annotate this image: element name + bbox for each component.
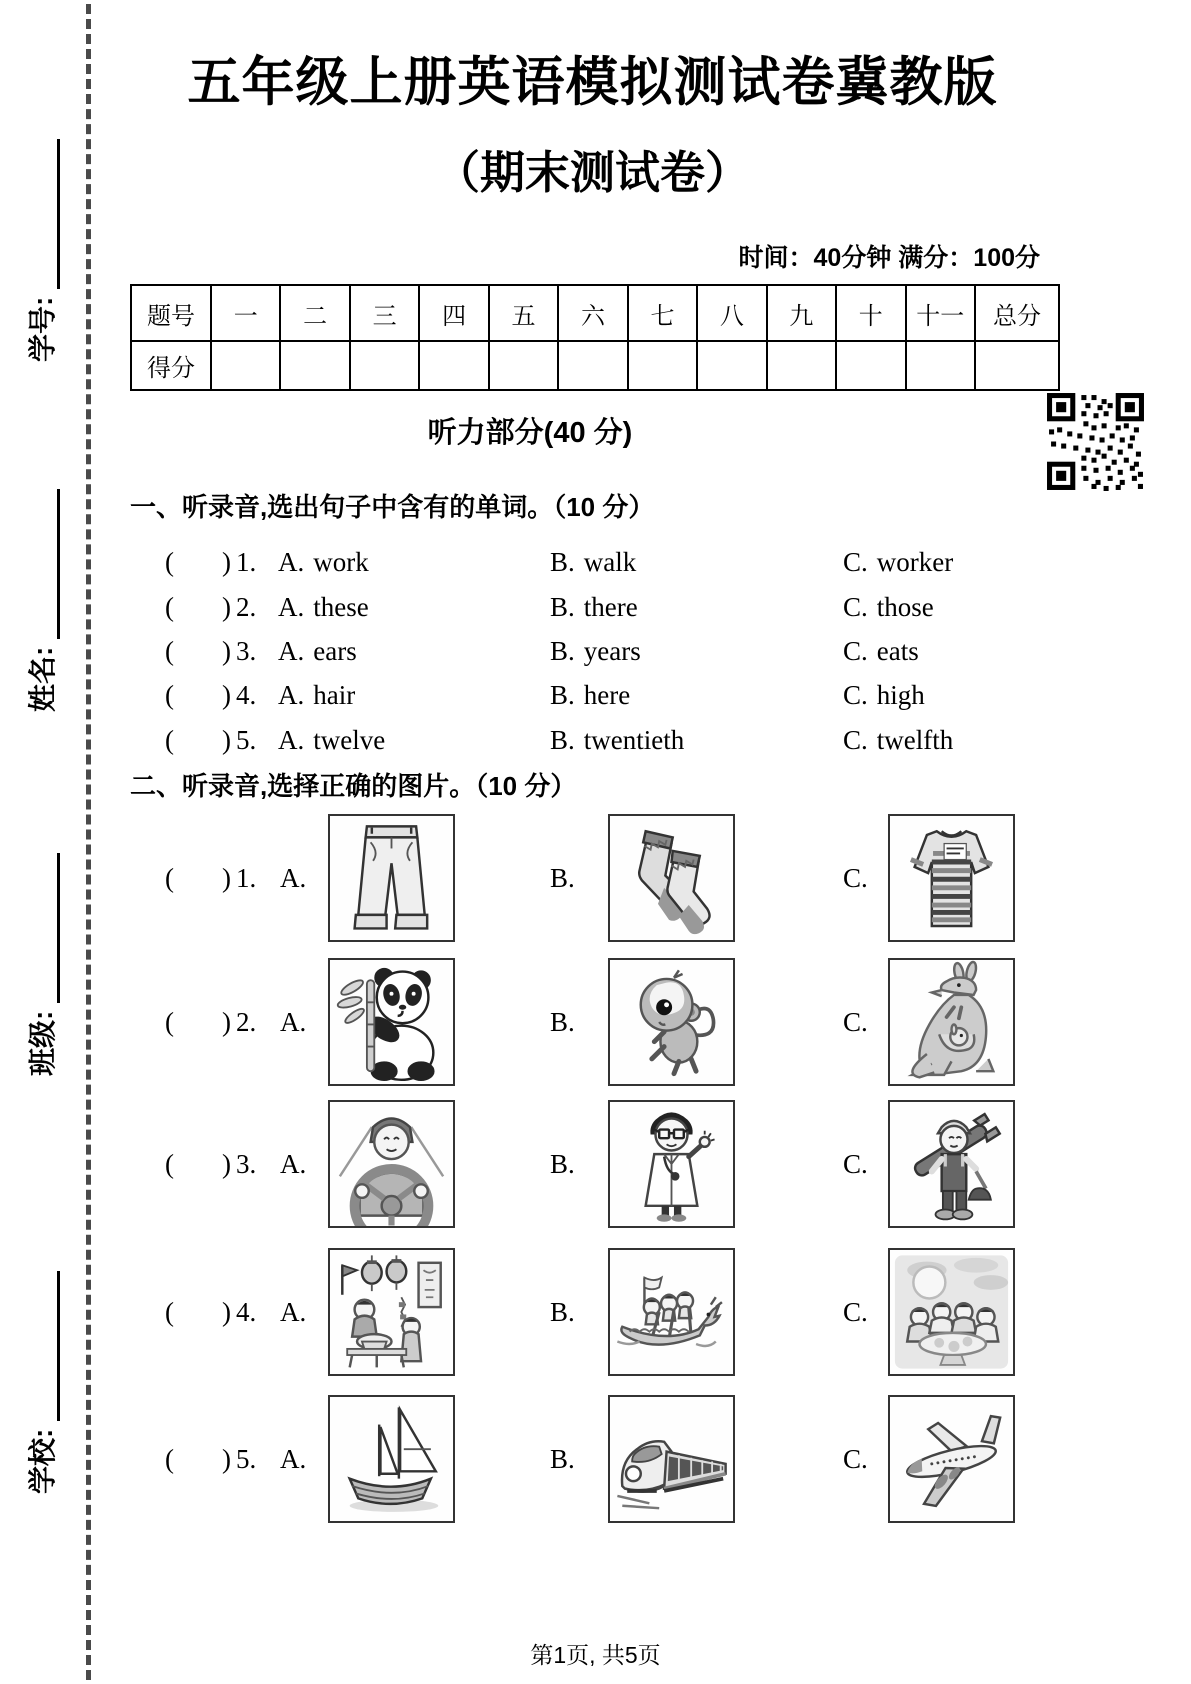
option-c	[843, 672, 925, 718]
option-a	[278, 628, 357, 674]
score-header-cell: 六	[558, 285, 627, 341]
option-label-a: A.	[280, 1149, 307, 1179]
option-c	[843, 584, 934, 630]
option-label: B.	[550, 636, 575, 666]
option-label: C.	[843, 680, 868, 710]
student-name-blank-line	[26, 489, 60, 639]
option-image-box	[888, 958, 1015, 1086]
option-a	[278, 717, 385, 763]
dragon-boat-image	[610, 1250, 733, 1374]
score-header-cell: 九	[767, 285, 836, 341]
sweater-image	[890, 816, 1013, 940]
student-name-label: 姓名:	[27, 646, 58, 712]
score-cell	[767, 341, 836, 390]
option-label-b: B.	[550, 863, 575, 893]
bracket-open: (	[165, 592, 174, 622]
option-label-b: B.	[550, 1007, 575, 1037]
option-label-b: B.	[550, 1444, 575, 1474]
option-label-c: C.	[843, 863, 868, 893]
question-number: 2.	[236, 1007, 257, 1037]
bracket-close: )	[222, 1444, 231, 1474]
bracket-open: (	[165, 680, 174, 710]
student-id-label: 学号:	[27, 296, 58, 362]
option-a	[278, 672, 355, 718]
bracket-open: (	[165, 636, 174, 666]
score-header-cell: 十	[836, 285, 905, 341]
option-text: there	[583, 592, 638, 622]
score-header-cell: 一	[211, 285, 280, 341]
option-image-box	[888, 1395, 1015, 1523]
bracket-open: (	[165, 725, 174, 755]
class-field	[26, 832, 60, 1076]
option-text: twentieth	[583, 725, 685, 755]
part1-question-2	[130, 584, 1060, 630]
part2-question-1	[130, 814, 1060, 944]
option-image-box	[608, 814, 735, 942]
student-id-field	[26, 124, 60, 362]
school-label: 学校:	[27, 1428, 58, 1494]
question-number: 3.	[236, 636, 257, 666]
score-row-label: 得分	[131, 341, 211, 390]
doctor-image	[610, 1102, 733, 1226]
score-header-cell: 七	[628, 285, 697, 341]
option-image-box	[608, 958, 735, 1086]
option-label-c: C.	[843, 1297, 868, 1327]
score-cell	[211, 341, 280, 390]
option-text: ears	[313, 636, 357, 666]
option-b	[550, 539, 636, 585]
bracket-open: (	[165, 863, 174, 893]
question-number: 4.	[236, 680, 257, 710]
option-label: C.	[843, 592, 868, 622]
part1-question-4	[130, 672, 1060, 718]
question-number: 4.	[236, 1297, 257, 1327]
option-label-b: B.	[550, 1297, 575, 1327]
score-header-cell: 十一	[906, 285, 975, 341]
spring-festival-image	[330, 1250, 453, 1374]
bracket-close: )	[222, 592, 231, 622]
option-image-box	[608, 1100, 735, 1228]
option-b	[550, 584, 638, 630]
driver-image	[330, 1102, 453, 1226]
page-title: 五年级上册英语模拟测试卷冀教版	[187, 53, 998, 112]
pants-image	[330, 816, 453, 940]
bracket-close: )	[222, 547, 231, 577]
bracket-open: (	[165, 1297, 174, 1327]
score-cell	[419, 341, 488, 390]
option-text: worker	[876, 547, 954, 577]
page-subtitle: （期末测试卷）	[434, 147, 750, 198]
score-cell	[628, 341, 697, 390]
option-image-box	[888, 1100, 1015, 1228]
score-header-cell: 题号	[131, 285, 211, 341]
option-label-c: C.	[843, 1149, 868, 1179]
bracket-close: )	[222, 1297, 231, 1327]
option-label: A.	[278, 636, 305, 666]
option-text: here	[583, 680, 631, 710]
class-label: 班级:	[27, 1010, 58, 1076]
mid-autumn-image	[890, 1250, 1013, 1374]
option-image-box	[328, 1395, 455, 1523]
option-label-c: C.	[843, 1007, 868, 1037]
option-image-box	[888, 1248, 1015, 1376]
part1-question-5	[130, 717, 1060, 763]
bracket-open: (	[165, 1007, 174, 1037]
seal-dashed-line	[86, 4, 91, 1680]
score-cell	[697, 341, 766, 390]
option-image-box	[328, 814, 455, 942]
question-number: 2.	[236, 592, 257, 622]
question-number: 1.	[236, 863, 257, 893]
option-image-box	[608, 1395, 735, 1523]
score-cell	[558, 341, 627, 390]
option-c	[843, 539, 953, 585]
option-text: twelfth	[876, 725, 954, 755]
part2-question-2	[130, 958, 1060, 1088]
option-label: C.	[843, 725, 868, 755]
option-b	[550, 628, 641, 674]
option-text: these	[313, 592, 369, 622]
option-label: B.	[550, 680, 575, 710]
score-header-cell: 二	[280, 285, 349, 341]
socks-image	[610, 816, 733, 940]
bracket-close: )	[222, 1149, 231, 1179]
option-c	[843, 628, 919, 674]
option-image-box	[328, 1248, 455, 1376]
bracket-open: (	[165, 547, 174, 577]
sailboat-image	[330, 1397, 453, 1521]
option-image-box	[328, 958, 455, 1086]
option-text: years	[583, 636, 641, 666]
option-a	[278, 584, 369, 630]
bracket-close: )	[222, 725, 231, 755]
kangaroo-image	[890, 960, 1013, 1084]
option-text: walk	[583, 547, 637, 577]
score-header-cell: 八	[697, 285, 766, 341]
option-label: A.	[278, 725, 305, 755]
score-header-cell: 总分	[975, 285, 1059, 341]
train-image	[610, 1397, 733, 1521]
bracket-close: )	[222, 680, 231, 710]
plumber-image	[890, 1102, 1013, 1226]
option-label-a: A.	[280, 1007, 307, 1037]
option-image-box	[608, 1248, 735, 1376]
option-b	[550, 672, 630, 718]
option-label: C.	[843, 636, 868, 666]
question-number: 5.	[236, 725, 257, 755]
page-number: 第1页, 共5页	[530, 1642, 661, 1668]
panda-image	[330, 960, 453, 1084]
part1-question-1	[130, 539, 1060, 585]
option-label: B.	[550, 725, 575, 755]
option-a	[278, 539, 369, 585]
option-text: twelve	[313, 725, 386, 755]
monkey-image	[610, 960, 733, 1084]
option-text: eats	[876, 636, 919, 666]
option-label: A.	[278, 680, 305, 710]
score-cell	[489, 341, 558, 390]
option-label: C.	[843, 547, 868, 577]
option-image-box	[888, 814, 1015, 942]
option-label-c: C.	[843, 1444, 868, 1474]
bracket-open: (	[165, 1444, 174, 1474]
option-label: B.	[550, 592, 575, 622]
part2-heading: 二、听录音,选择正确的图片。（10 分）	[130, 771, 577, 801]
question-number: 3.	[236, 1149, 257, 1179]
airplane-image	[890, 1397, 1013, 1521]
score-table	[130, 284, 1060, 391]
score-header-cell: 五	[489, 285, 558, 341]
option-label-a: A.	[280, 1297, 307, 1327]
student-id-blank-line	[26, 139, 60, 289]
option-label: A.	[278, 547, 305, 577]
option-b	[550, 717, 684, 763]
bracket-close: )	[222, 636, 231, 666]
part1-heading: 一、听录音,选出句子中含有的单词。（10 分）	[130, 492, 655, 522]
option-label-b: B.	[550, 1149, 575, 1179]
question-number: 1.	[236, 547, 257, 577]
score-header-cell: 三	[350, 285, 419, 341]
option-text: those	[876, 592, 934, 622]
option-text: high	[876, 680, 925, 710]
score-cell	[350, 341, 419, 390]
school-blank-line	[26, 1271, 60, 1421]
bracket-close: )	[222, 1007, 231, 1037]
part2-question-3	[130, 1100, 1060, 1230]
listening-section-title: 听力部分(40 分)	[427, 417, 633, 449]
bracket-open: (	[165, 1149, 174, 1179]
option-c	[843, 717, 953, 763]
option-label: B.	[550, 547, 575, 577]
student-name-field	[26, 474, 60, 712]
option-image-box	[328, 1100, 455, 1228]
option-text: work	[313, 547, 369, 577]
option-label-a: A.	[280, 1444, 307, 1474]
class-blank-line	[26, 853, 60, 1003]
part2-question-5	[130, 1395, 1060, 1525]
option-text: hair	[313, 680, 356, 710]
part2-question-4	[130, 1248, 1060, 1378]
bracket-close: )	[222, 863, 231, 893]
score-header-cell: 四	[419, 285, 488, 341]
part1-question-3	[130, 628, 1060, 674]
score-cell	[280, 341, 349, 390]
score-cell	[975, 341, 1059, 390]
score-cell	[836, 341, 905, 390]
qr-code	[1045, 391, 1146, 492]
school-field	[26, 1256, 60, 1494]
qr-code-image	[1045, 391, 1146, 492]
score-table-score-row	[131, 341, 1059, 390]
score-table-header-row	[131, 285, 1059, 341]
time-score-info: 时间：40分钟 满分：100分	[738, 244, 1040, 272]
option-label: A.	[278, 592, 305, 622]
question-number: 5.	[236, 1444, 257, 1474]
option-label-a: A.	[280, 863, 307, 893]
score-cell	[906, 341, 975, 390]
